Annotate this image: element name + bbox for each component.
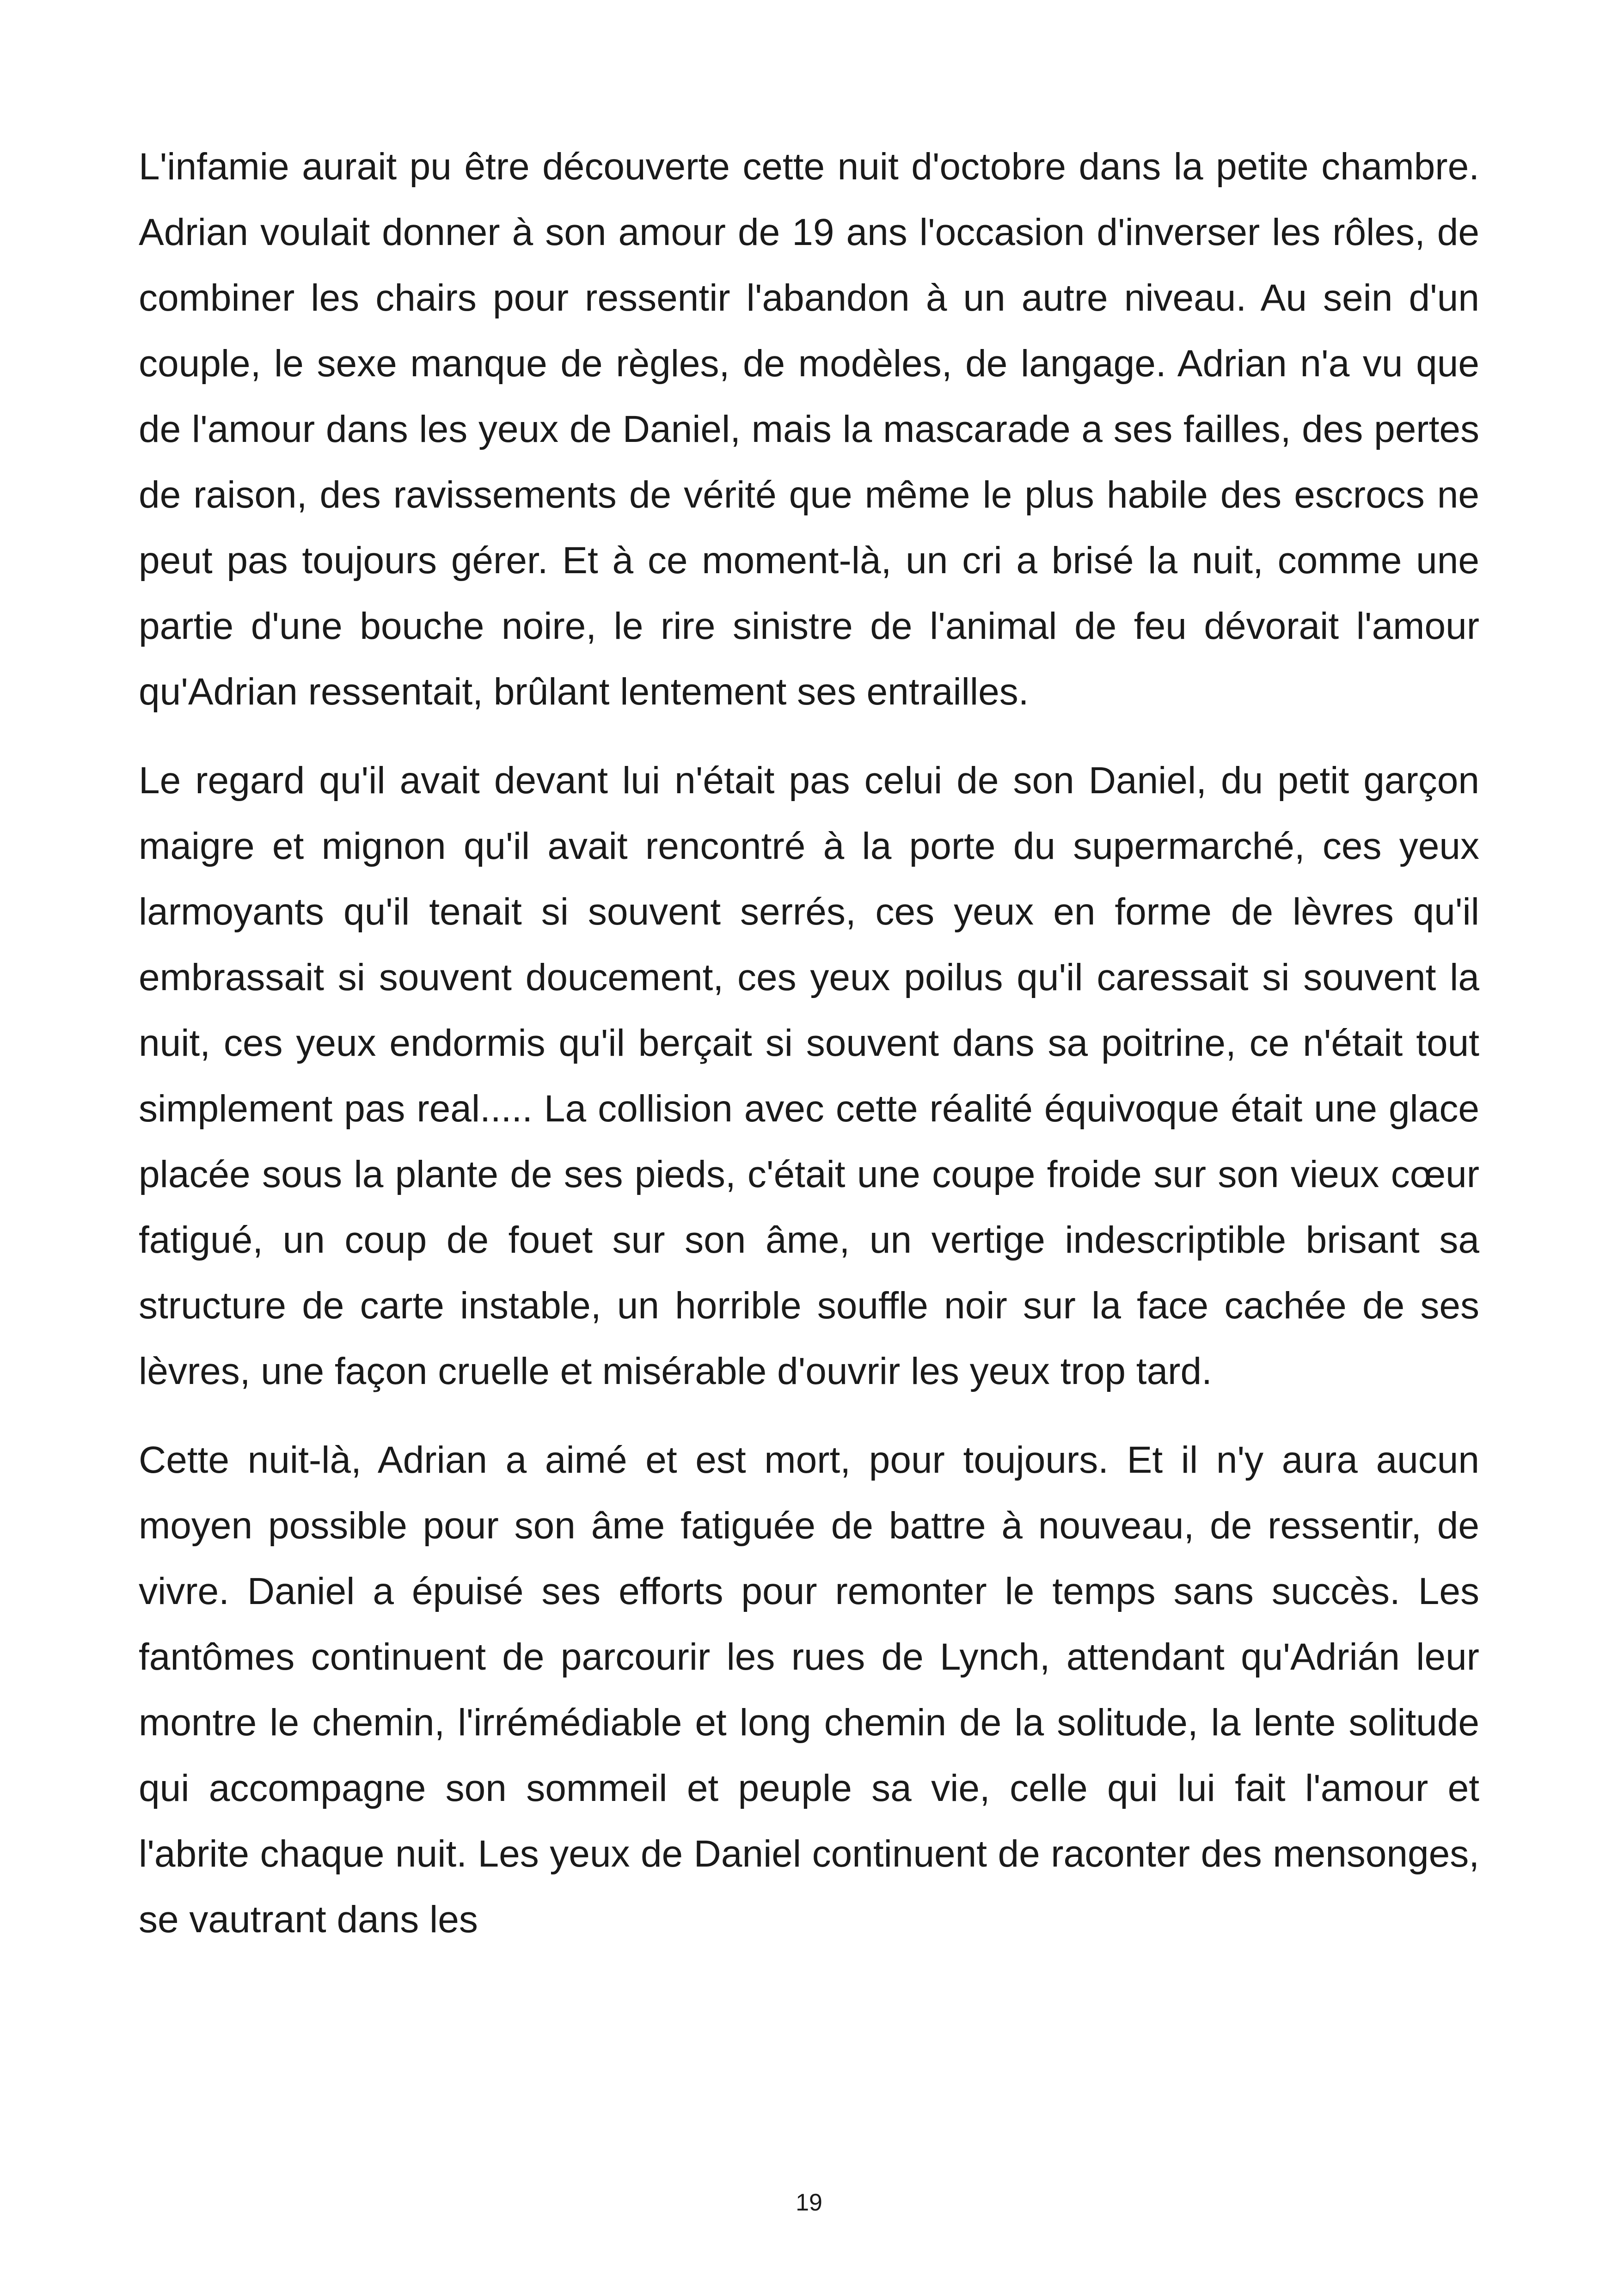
page-body <box>139 134 1479 1976</box>
paragraph-2: Le regard qu'il avait devant lui n'était pas celui de son Daniel, du petit garçon maigre et mignon qu'il avait rencontré à la porte du supermarché, ces yeux larmoyants qu'il tenait si souvent serrés, ces yeux en forme de lèvres qu'il embrassait si souvent doucement, ces yeux poilus qu'il caressait si souvent la nuit, ces yeux endormis qu'il berçait si souvent dans sa poitrine, ce n'était tout simplement pas real..... La collision avec cette réalité équivoque était une glace placée sous la plante de ses pieds, c'était une coupe froide sur son vieux cœur fatigué, un coup de fouet sur son âme, un vertige indescriptible brisant sa structure de carte instable, un horrible souffle noir sur la face cachée de ses lèvres, une façon cruelle et misérable d'ouvrir les yeux trop tard. <box>139 759 1479 1392</box>
page-number: 19 <box>796 2189 822 2216</box>
paragraph-1: L'infamie aurait pu être découverte cette nuit d'octobre dans la petite chambre. Adrian voulait donner à son amour de 19 ans l'occasion d'inverser les rôles, de combiner les chairs pour ressentir l'abandon à un autre niveau. Au sein d'un couple, le sexe manque de règles, de modèles, de langage. Adrian n'a vu que de l'amour dans les yeux de Daniel, mais la mascarade a ses failles, des pertes de raison, des ravissements de vérité que même le plus habile des escrocs ne peut pas toujours gérer. Et à ce moment-là, un cri a brisé la nuit, comme une partie d'une bouche noire, le rire sinistre de l'animal de feu dévorait l'amour qu'Adrian ressentait, brûlant lentement ses entrailles. <box>139 146 1479 713</box>
paragraph-3: Cette nuit-là, Adrian a aimé et est mort, pour toujours. Et il n'y aura aucun moyen possible pour son âme fatiguée de battre à nouveau, de ressentir, de vivre. Daniel a épuisé ses efforts pour remonter le temps sans succès. Les fantômes continuent de parcourir les rues de Lynch, attendant qu'Adrián leur montre le chemin, l'irrémédiable et long chemin de la solitude, la lente solitude qui accompagne son sommeil et peuple sa vie, celle qui lui fait l'amour et l'abrite chaque nuit. Les yeux de Daniel continuent de raconter des mensonges, se vautrant dans les <box>139 1439 1479 1941</box>
